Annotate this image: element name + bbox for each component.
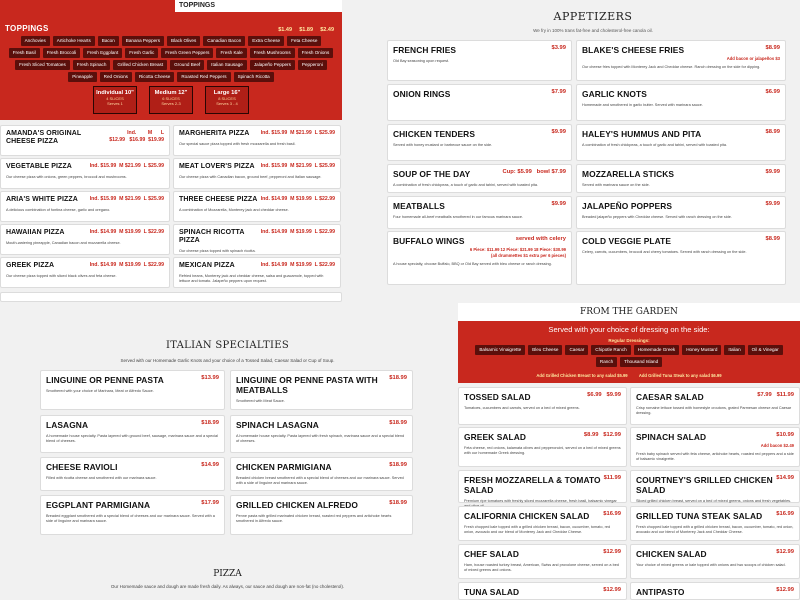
menu-item-card[interactable] — [458, 544, 627, 579]
menu-item-row — [46, 500, 219, 510]
menu-item-card[interactable] — [458, 427, 627, 467]
menu-item-name: AMANDA'S ORIGINAL CHEESE PIZZA — [6, 130, 82, 145]
menu-item-row — [393, 45, 566, 55]
menu-item-card[interactable] — [387, 164, 572, 193]
menu-item-row — [636, 392, 794, 402]
menu-item-name: MOZZARELLA STICKS — [582, 169, 675, 179]
topping-chip[interactable]: Anchovies — [21, 36, 50, 46]
garden-title: FROM THE GARDEN — [458, 303, 800, 321]
menu-item-name: SPINACH RICOTTA PIZZA — [179, 229, 245, 244]
menu-item-card[interactable] — [576, 84, 786, 121]
menu-item-desc: Penne pasta with grilled marinated chicken breast, roasted red peppers and artichoke hearts smothered in Alfredo sauce. — [236, 514, 392, 523]
size-slices: 6 SLICES — [162, 96, 180, 101]
topping-chip[interactable]: Fresh Onions — [298, 48, 334, 58]
appetizers-header — [386, 10, 800, 33]
menu-item-desc: Premium ripe tomatoes with freshly sliced mozzarella cheese, fresh basil, balsamic vinegar — [464, 499, 617, 503]
menu-item-name: FRENCH FRIES — [393, 45, 457, 55]
menu-item-row — [179, 196, 335, 204]
menu-item-price: $7.99 $11.99 — [757, 392, 794, 398]
menu-item-row — [6, 229, 164, 237]
menu-item-name: GREEK PIZZA — [6, 262, 55, 269]
menu-item-card[interactable] — [630, 506, 800, 541]
dressing-chip[interactable]: Italian — [724, 345, 744, 355]
size-name: Individual 10" — [96, 90, 134, 96]
menu-item-price: $11.99 — [603, 475, 621, 481]
topping-chip[interactable]: Fresh Eggplant — [83, 48, 122, 58]
menu-item-row — [464, 549, 621, 559]
regular-dressings-label: Regular Dressings: — [608, 338, 650, 343]
topping-chip[interactable]: Fresh Basil — [9, 48, 40, 58]
menu-item-desc: Fresh chopped kale topped with a grilled chicken breast, bacon, cucumber, tomato, red onion, avocado and our blend of Monterey Jack and Cheddar Cheese. — [636, 525, 794, 534]
menu-item-row — [582, 201, 780, 211]
menu-item-desc: Our cheese pizza with Canadian bacon, ground beef, pepperoni and Italian sausage. — [179, 175, 322, 179]
menu-item-card[interactable] — [173, 224, 341, 255]
menu-item-price: Ind. M L $12.99 $16.99 $19.99 — [109, 130, 164, 143]
menu-item-name: BUFFALO WINGS — [393, 236, 465, 246]
menu-item-price: $7.99 — [551, 89, 566, 95]
menu-item-name: CHEESE RAVIOLI — [46, 462, 118, 472]
menu-item-row — [46, 462, 219, 472]
menu-item-row — [582, 129, 780, 139]
italian-subtitle: Served with our Homemade Garlic Knots and your choice of a Tossed Salad, Caesar Salad or Cup of Soup. — [120, 358, 335, 363]
menu-item-row — [179, 262, 335, 270]
menu-item-desc: A combination of Mozzarella, Monterey jack and cheddar cheese. — [179, 208, 289, 212]
menu-item-row — [6, 262, 164, 270]
menu-item-name: CHICKEN SALAD — [636, 549, 707, 559]
menu-item-row — [464, 392, 621, 402]
toppings-title: TOPPINGS — [5, 23, 49, 33]
menu-item-row — [464, 587, 621, 597]
menu-item-row — [393, 129, 566, 139]
menu-item-name: LINGUINE OR PENNE PASTA WITH MEATBALLS — [236, 375, 378, 395]
menu-item-desc: Tomatoes, cucumbers and carrots, served on a bed of mixed greens. — [464, 406, 580, 410]
pizza-title: PIZZA — [213, 569, 242, 579]
topping-chip[interactable]: Red Onions — [100, 72, 132, 82]
menu-item-desc: Four homemade all-beef meatballs smothered in our famous marinara sauce. — [393, 215, 524, 219]
menu-item-desc: Celery, carrots, cucumbers, broccoli and cherry tomatoes. Served with ranch dressing on the side. — [582, 250, 747, 254]
menu-item-row — [393, 89, 566, 99]
menu-item-desc: Feta cheese, red onions, kalamata olives and pepperoncini, served on a bed of mixed greens with our homemade Greek dressing. — [464, 446, 621, 455]
menu-item-card[interactable] — [630, 544, 800, 579]
menu-item-extra-note: (all drummettes $1 extra per 6 pieces) — [491, 253, 566, 258]
menu-item-desc: Breaded jalapeño peppers with Cheddar cheese. Served with ranch dressing on the side. — [582, 215, 732, 219]
menu-item-row — [236, 500, 407, 510]
menu-item-desc: A combination of fresh chickpeas, a touch of garlic and tahini, served with toasted pita. — [582, 143, 727, 147]
menu-item-card[interactable] — [630, 387, 800, 425]
menu-item-name: COURTNEY'S GRILLED CHICKEN SALAD — [636, 475, 773, 495]
size-option[interactable] — [205, 86, 249, 114]
menu-item-desc: Breaded chicken breast smothered with a special blend of cheeses and our marinara sauce. Served with a side of linguine and marinara sauce. — [236, 476, 404, 485]
topping-chip[interactable]: Ground Beef — [170, 60, 204, 70]
size-slices: 8 SLICES — [218, 96, 236, 101]
menu-item-price: $18.99 — [389, 462, 407, 468]
menu-item-desc: Fresh baby spinach served with feta cheese, artichoke hearts, roasted red peppers and a side of balsamic vinaigrette. — [636, 452, 794, 461]
menu-item-desc: Our special sauce pizza topped with fresh mozzarella and fresh basil. — [179, 142, 296, 146]
menu-item-price: Ind. $14.99 M $19.99 L $22.99 — [260, 262, 335, 268]
menu-item-row — [582, 45, 780, 55]
menu-item-desc: Our cheese pizza topped with sliced black olives and feta cheese. — [6, 274, 117, 278]
menu-item-price: $13.99 — [201, 375, 219, 381]
menu-item-name: ONION RINGS — [393, 89, 451, 99]
menu-item-name: TUNA SALAD — [464, 587, 520, 597]
topping-chip[interactable]: Bacon — [98, 36, 119, 46]
menu-item-card[interactable] — [387, 84, 572, 121]
menu-item-price: $14.99 — [776, 475, 794, 481]
topping-chip[interactable]: Fresh Spinach — [73, 60, 111, 70]
menu-item-row — [6, 196, 164, 204]
menu-item-card[interactable] — [230, 370, 413, 410]
menu-item-desc: Old Bay seasoning upon request. — [393, 59, 450, 63]
menu-item-desc: Sliced grilled chicken breast, served on a bed of mixed greens, onions and fresh vegetables. — [636, 499, 792, 503]
menu-item-row — [464, 475, 621, 495]
menu-item-card[interactable] — [40, 415, 225, 453]
topping-chip[interactable]: Pineapple — [68, 72, 96, 82]
menu-item-name: EGGPLANT PARMIGIANA — [46, 500, 151, 510]
menu-item-desc: A homemade house specialty. Pasta layered with fresh spinach, marinara sauce and a special blend of cheeses. — [236, 434, 405, 443]
menu-item-card[interactable] — [40, 370, 225, 410]
menu-item-desc: Homemade and smothered in garlic butter. Served with marinara sauce. — [582, 103, 703, 107]
menu-item-card[interactable] — [387, 124, 572, 161]
menu-item-row — [179, 229, 335, 245]
menu-item-name: BLAKE'S CHEESE FRIES — [582, 45, 685, 55]
menu-item-price: $18.99 — [389, 500, 407, 506]
menu-item-row — [6, 130, 164, 146]
addon-chicken: Add Grilled Chicken Breast to any salad $5.99 — [536, 373, 628, 378]
menu-item-row — [179, 163, 335, 171]
menu-item-name: COLD VEGGIE PLATE — [582, 236, 672, 246]
menu-item-card[interactable] — [458, 470, 627, 503]
topping-chip[interactable]: Fresh Sliced Tomatoes — [15, 60, 70, 70]
menu-item-row — [636, 475, 794, 495]
menu-item-price: $12.99 — [776, 587, 794, 593]
topping-chip[interactable]: Fresh Mushrooms — [250, 48, 295, 58]
menu-item-price: $8.99 — [765, 45, 780, 51]
appetizers-subtitle: We fry in 100% trans fat-free and cholesterol-free canola oil. — [533, 28, 653, 33]
menu-item-card[interactable] — [458, 387, 627, 425]
topping-chip[interactable]: Black Olives — [167, 36, 200, 46]
menu-item-desc: Our cheese pizza with onions, green peppers, broccoli and mushrooms. — [6, 175, 127, 179]
menu-item-row — [179, 130, 335, 138]
menu-item-card[interactable] — [0, 257, 170, 288]
menu-item-desc: Our cheese pizza topped with spinach ricotta. — [179, 249, 256, 253]
menu-item-price: $9.99 — [551, 129, 566, 135]
menu-item-name: THREE CHEESE PIZZA — [179, 196, 258, 203]
menu-item-price: $12.99 — [603, 549, 621, 555]
menu-item-price: $6.99 — [765, 89, 780, 95]
menu-item-desc: Served with marinara sauce on the side. — [582, 183, 650, 187]
menu-item-desc: Ham, house roasted turkey breast, American, Swiss and provolone cheese, served on a bed of mixed greens and onions. — [464, 563, 619, 572]
dressing-chip[interactable]: Bleu Cheese — [528, 345, 562, 355]
menu-item-desc: Crisp romaine lettuce tossed with homestyle croutons, grated Parmesan cheese and Caesar dressing. — [636, 406, 792, 415]
toppings-panel — [0, 0, 342, 120]
menu-item-card[interactable] — [576, 40, 786, 81]
menu-item-name: FRESH MOZZARELLA & TOMATO SALAD — [464, 475, 601, 495]
menu-item-name: GARLIC KNOTS — [582, 89, 647, 99]
menu-item-price: Ind. $14.99 M $19.99 L $22.99 — [89, 229, 164, 235]
menu-item-price: $8.99 $12.99 — [583, 432, 621, 438]
menu-item-row — [464, 511, 621, 521]
topping-chip[interactable]: Feta Cheese — [287, 36, 321, 46]
menu-item-price: Ind. $15.99 M $21.99 L $25.99 — [89, 196, 164, 202]
menu-item-price: $8.99 — [765, 129, 780, 135]
menu-item-name: MEAT LOVER'S PIZZA — [179, 163, 255, 170]
menu-item-row — [6, 163, 164, 171]
menu-item-price: $17.99 — [201, 500, 219, 506]
menu-item-price: $18.99 — [389, 420, 407, 426]
menu-item-card[interactable] — [630, 470, 800, 503]
menu-item-card[interactable] — [40, 457, 225, 491]
menu-item-name: ARIA'S WHITE PIZZA — [6, 196, 78, 203]
menu-item-card[interactable] — [576, 124, 786, 161]
menu-item-row — [46, 420, 219, 430]
toppings-list — [0, 34, 342, 82]
menu-item-card[interactable] — [230, 415, 413, 453]
topping-chip[interactable]: Extra Cheese — [248, 36, 284, 46]
menu-item-desc: A combination of fresh chickpeas, a touch of garlic and tahini, served with toasted pita. — [393, 183, 538, 187]
menu-item-price: $18.99 — [389, 375, 407, 381]
dressing-chip[interactable]: Thousand Island — [620, 357, 662, 367]
menu-item-desc: Served with honey mustard or barbecue sauce on the side. — [393, 143, 493, 147]
menu-item-price: $6.99 $9.99 — [587, 392, 621, 398]
menu-item-desc: Refried beans, Monterey jack and cheddar cheese, salsa and guacamole, topped with lettuce and tomato. Jalapeño peppers upon request. — [179, 274, 324, 283]
garden-addons — [458, 369, 800, 383]
menu-item-name: MEXICAN PIZZA — [179, 262, 235, 269]
menu-item-name: SOUP OF THE DAY — [393, 169, 471, 179]
menu-item-price: Ind. $14.99 M $19.99 L $22.99 — [89, 262, 164, 268]
menu-item-price: $16.99 — [776, 511, 794, 517]
menu-item-row — [393, 236, 566, 246]
menu-item-card[interactable] — [576, 231, 786, 285]
menu-item-extra: Add bacon or jalapeños $3 — [726, 56, 780, 61]
dressing-chip[interactable]: Chipotle Ranch — [591, 345, 630, 355]
size-option[interactable] — [93, 86, 137, 114]
menu-item-card[interactable] — [173, 158, 341, 189]
addon-tuna: Add Grilled Tuna Steak to any salad $6.99 — [638, 373, 722, 378]
menu-item-desc: A homemade house specialty. Pasta layered with ground beef, sausage, marinara sauce and a special blend of cheeses. — [46, 434, 218, 443]
topping-chip[interactable]: Ricotta Cheese — [135, 72, 174, 82]
italian-header — [0, 340, 455, 363]
pizza-header — [0, 569, 455, 589]
toppings-prices — [273, 24, 334, 33]
menu-item-row — [636, 587, 794, 597]
menu-item-price: $9.99 — [765, 201, 780, 207]
menu-item-desc: A delicious combination of fontina cheese, garlic and oregano. — [6, 208, 111, 212]
menu-item-price: $16.99 — [603, 511, 621, 517]
menu-item-name: CHICKEN TENDERS — [393, 129, 475, 139]
size-serves: Serves 2-3 — [161, 101, 181, 106]
dressing-chip[interactable]: Ranch — [596, 357, 617, 367]
menu-item-row — [636, 549, 794, 559]
topping-chip[interactable]: Pepperoni — [298, 60, 327, 70]
pizza-subtitle: Our Homemade sauce and dough are made fresh daily. As always, our sauce and dough are non-fat (no cholesterol). — [110, 584, 345, 589]
dressing-chip[interactable]: Oil & Vinegar — [748, 345, 783, 355]
menu-item-card[interactable] — [630, 427, 800, 467]
menu-item-row — [464, 432, 621, 442]
menu-item-price: $14.99 — [201, 462, 219, 468]
topping-chip[interactable]: Grilled Chicken Breast — [113, 60, 167, 70]
menu-item-card[interactable] — [576, 164, 786, 193]
menu-item-name: GREEK SALAD — [464, 432, 527, 442]
menu-item-name: MARGHERITA PIZZA — [179, 130, 250, 137]
menu-item-price: Cup: $5.99 bowl $7.99 — [502, 169, 566, 175]
menu-item-card[interactable] — [0, 125, 170, 156]
dressing-chip[interactable]: Balsamic Vinaigrette — [475, 345, 525, 355]
menu-item-name: HAWAIIAN PIZZA — [6, 229, 65, 236]
menu-item-row — [582, 236, 780, 246]
price-medium: $1.89 — [299, 26, 313, 33]
menu-item-name: SPINACH LASAGNA — [236, 420, 319, 430]
menu-item-row — [46, 375, 219, 385]
menu-item-card[interactable] — [173, 191, 341, 222]
menu-item-card[interactable] — [0, 158, 170, 189]
menu-item-card[interactable] — [458, 582, 627, 600]
menu-item-name: MEATBALLS — [393, 201, 445, 211]
menu-item-price: Ind. $14.99 M $19.99 L $22.99 — [260, 196, 335, 202]
size-option[interactable] — [149, 86, 193, 114]
menu-item-price: $10.99 — [776, 432, 794, 438]
menu-item-price: Ind. $14.99 M $19.99 L $22.99 — [260, 229, 335, 235]
menu-item-row — [236, 462, 407, 472]
menu-item-row — [393, 201, 566, 211]
topping-chip[interactable]: Spinach Ricotta — [234, 72, 274, 82]
topping-chip[interactable]: Fresh Kale — [216, 48, 246, 58]
menu-item-price: $3.99 — [551, 45, 566, 51]
menu-item-name: LASAGNA — [46, 420, 89, 430]
menu-item-desc: Mouth-watering pineapple, Canadian bacon and mozzarella cheese. — [6, 241, 121, 245]
size-serves: Serves 1 — [107, 101, 123, 106]
menu-item-price: $8.99 — [765, 236, 780, 242]
menu-item-desc: Your choice of mixed greens or kale topped with onions and two scoops of chicken salad. — [636, 563, 786, 567]
menu-item-price: Ind. $15.99 M $21.99 L $25.99 — [260, 163, 335, 169]
menu-item-extra: Add bacon $2.49 — [760, 443, 794, 448]
menu-item-card[interactable] — [458, 506, 627, 541]
topping-chip[interactable]: Roasted Red Peppers — [177, 72, 230, 82]
topping-chip[interactable]: Banana Peppers — [122, 36, 164, 46]
toppings-title-secondary: TOPPINGS — [175, 0, 342, 12]
menu-item-price: $9.99 — [765, 169, 780, 175]
dressing-chip[interactable]: Homemade Greek — [634, 345, 680, 355]
size-slices: 4 SLICES — [106, 96, 124, 101]
menu-item-card[interactable] — [387, 40, 572, 81]
topping-chip[interactable]: Canadian Bacon — [203, 36, 245, 46]
menu-item-row — [236, 420, 407, 430]
menu-item-card[interactable] — [40, 495, 225, 535]
menu-item-desc: A house specialty, choose Buffalo, BBQ or Old Bay served with bleu cheese or ranch dressing. — [393, 262, 552, 266]
menu-item-name: GRILLED CHICKEN ALFREDO — [236, 500, 359, 510]
size-serves: Serves 3 - 4 — [216, 101, 238, 106]
dressing-chip[interactable]: Caesar — [565, 345, 588, 355]
menu-item-row — [636, 432, 794, 442]
menu-item-card[interactable] — [173, 125, 341, 156]
menu-item-card[interactable] — [387, 231, 572, 285]
menu-item-desc: Breaded eggplant smothered with a special blend of cheeses and our marinara sauce. Served with a side of linguine and marinara sauce. — [46, 514, 215, 523]
price-individual: $1.49 — [278, 26, 292, 33]
menu-item-card[interactable] — [0, 191, 170, 222]
menu-item-row — [582, 89, 780, 99]
menu-item-row — [636, 511, 794, 521]
italian-title: ITALIAN SPECIALTIES — [165, 340, 290, 351]
menu-item-name: VEGETABLE PIZZA — [6, 163, 72, 170]
menu-item-card[interactable] — [230, 495, 413, 535]
menu-item-price: served with celery — [515, 236, 566, 242]
size-name: Large 16" — [213, 90, 241, 96]
menu-item-card[interactable] — [576, 196, 786, 229]
topping-chip[interactable]: Italian Sausage — [207, 60, 247, 70]
menu-item-desc: Fresh chopped kale topped with a grilled chicken breast, bacon, cucumber, tomato, red onion, avocado and our blend of Monterey Jack and Cheddar Cheese. — [464, 525, 611, 534]
size-name: Medium 12" — [154, 90, 188, 96]
menu-item-card[interactable] — [173, 257, 341, 288]
menu-item-row — [393, 169, 566, 179]
menu-item-card[interactable] — [0, 224, 170, 255]
menu-item-price: Ind. $15.99 M $21.99 L $25.99 — [260, 130, 335, 136]
garden-subtitle: Served with your choice of dressing on the side: — [548, 325, 710, 334]
menu-item-name: CHICKEN PARMIGIANA — [236, 462, 332, 472]
topping-chip[interactable]: Jalapeño Peppers — [250, 60, 295, 70]
menu-item-price: $12.99 — [603, 587, 621, 593]
topping-chip[interactable]: Artichoke Hearts — [53, 36, 95, 46]
menu-item-name: CAESAR SALAD — [636, 392, 704, 402]
topping-chip[interactable]: Fresh Garlic — [125, 48, 158, 58]
menu-item-price: $9.99 — [551, 201, 566, 207]
menu-item-name: LINGUINE OR PENNE PASTA — [46, 375, 164, 385]
menu-item-price: $18.99 — [201, 420, 219, 426]
appetizers-title: APPETIZERS — [553, 10, 633, 23]
dressing-chip[interactable]: Honey Mustard — [682, 345, 721, 355]
menu-item-name: CHEF SALAD — [464, 549, 519, 559]
pizza-sizes — [0, 86, 342, 114]
menu-item-card[interactable] — [230, 457, 413, 491]
topping-chip[interactable]: Fresh Broccoli — [43, 48, 80, 58]
menu-item-name: HALEY'S HUMMUS AND PITA — [582, 129, 702, 139]
menu-item-name: JALAPEÑO POPPERS — [582, 201, 673, 211]
menu-item-extra: 6 Piece: $11.99 12 Piece: $21.99 18 Piece: $30.99 — [469, 247, 566, 252]
menu-item-row — [582, 169, 780, 179]
topping-chip[interactable]: Fresh Green Peppers — [161, 48, 213, 58]
menu-item-name: TOSSED SALAD — [464, 392, 531, 402]
menu-item-name: SPINACH SALAD — [636, 432, 707, 442]
menu-item-price: Ind. $15.99 M $21.99 L $25.99 — [89, 163, 164, 169]
menu-item-row — [236, 375, 407, 395]
menu-item-card[interactable] — [387, 196, 572, 229]
menu-item-desc: Smothered with your choice of Marinara, Meat or Alfredo Sauce. — [46, 389, 154, 393]
menu-item-name: CALIFORNIA CHICKEN SALAD — [464, 511, 590, 521]
menu-item-card[interactable] — [630, 582, 800, 600]
price-large: $2.49 — [320, 26, 334, 33]
menu-item-desc: Smothered with Meat Sauce. — [236, 399, 285, 403]
menu-item-desc: Filled with ricotta cheese and smothered with our marinara sauce. — [46, 476, 157, 480]
pizza-list-continuation — [0, 292, 342, 302]
menu-item-name: GRILLED TUNA STEAK SALAD — [636, 511, 763, 521]
menu-item-desc: Our cheese fries topped with Monterey Jack and Cheddar cheese. Ranch dressing on the side for dipping. — [582, 65, 761, 69]
menu-item-name: ANTIPASTO — [636, 587, 685, 597]
menu-item-price: $12.99 — [776, 549, 794, 555]
dressing-list — [458, 345, 800, 367]
